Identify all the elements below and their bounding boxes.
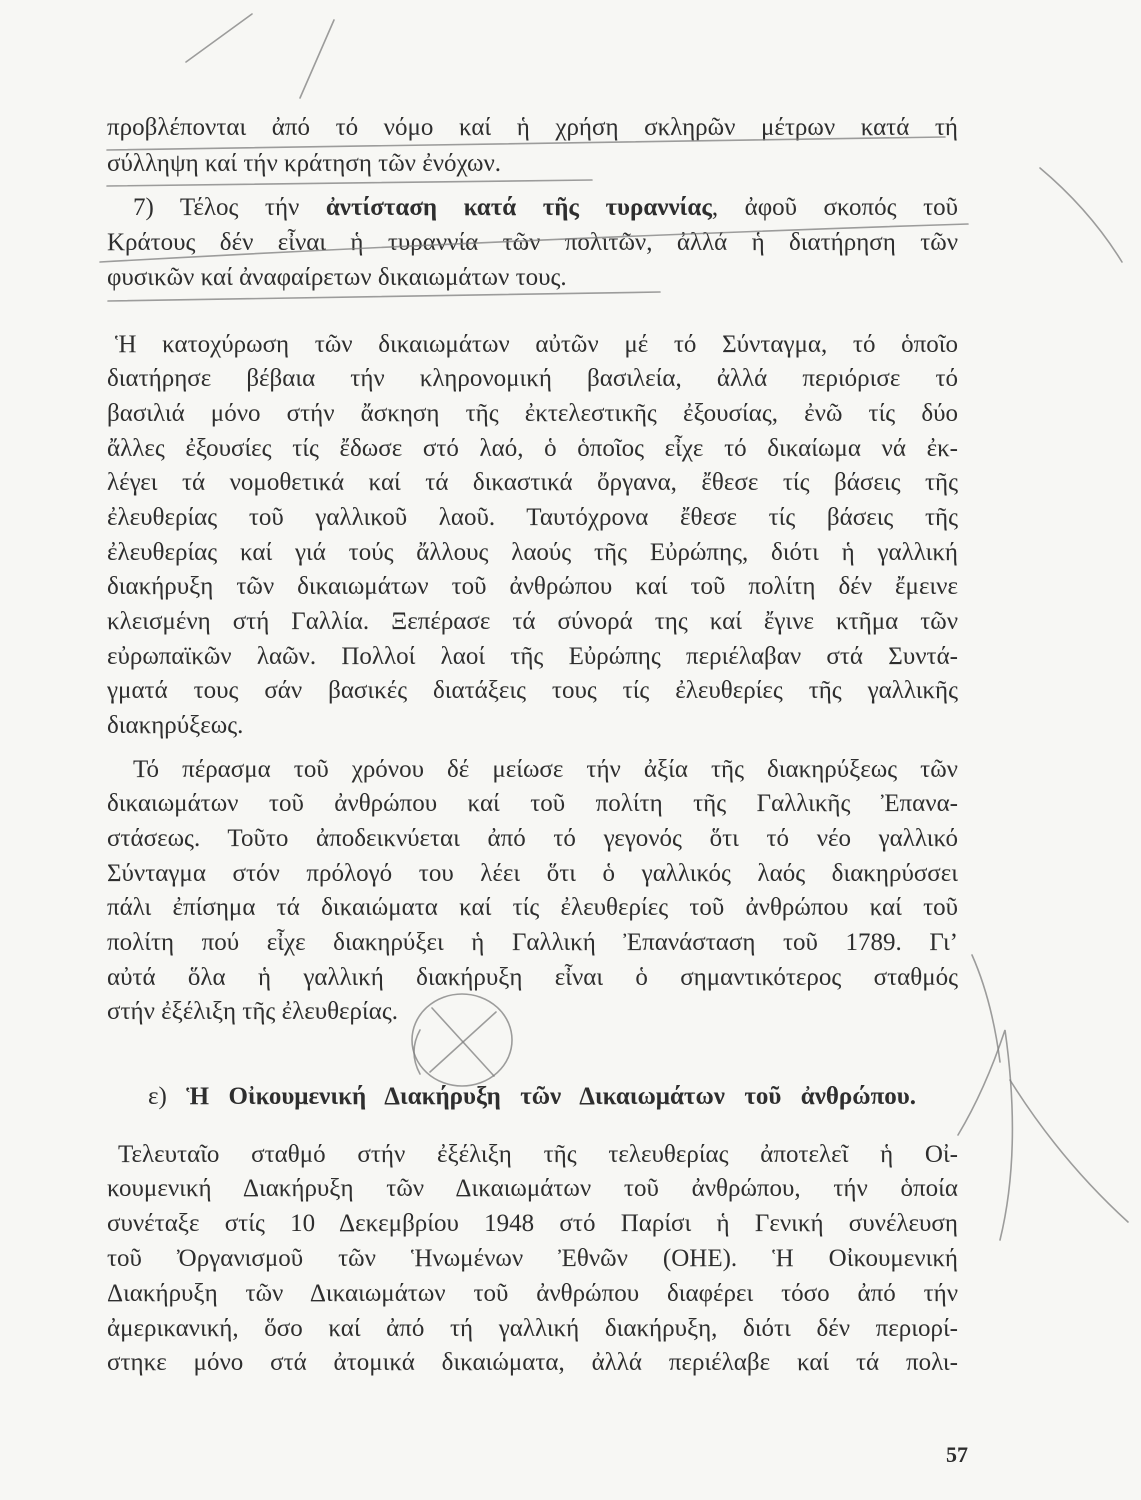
text-line: γματά τους σάν βασικές διατάξεις τους τίς ἐλευθερίες τῆς γαλλικῆς <box>107 677 958 705</box>
text-line <box>107 190 958 225</box>
text-line: βασιλιά μόνο στήν ἄσκηση τῆς ἐκτελεστικῆς ἐξουσίας, ἐνῶ τίς δύο <box>107 399 958 427</box>
item-7-tail: , ἀφοῦ σκοπός τοῦ <box>711 194 958 221</box>
text-line: στάσεως. Τοῦτο ἀποδεικνύεται ἀπό τό γεγονός ὅτι τό νέο γαλλικό <box>107 824 958 852</box>
section-heading <box>107 1080 958 1114</box>
text-line: Διακήρυξη τῶν Δικαιωμάτων τοῦ ἀνθρώπου διαφέρει τόσο ἀπό τήν <box>107 1279 958 1307</box>
text-line: διακήρυξη τῶν δικαιωμάτων τοῦ ἀνθρώπου καί τοῦ πολίτη δέν ἔμεινε <box>107 573 958 601</box>
text-line: ἄλλες ἐξουσίες τίς ἔδωσε στό λαό, ὁ ὁποῖος εἶχε τό δικαίωμα νά ἐκ- <box>107 434 958 462</box>
text-line: προβλέπονται ἀπό τό νόμο καί ἡ χρήση σκληρῶν μέτρων κατά τή <box>107 114 958 141</box>
text-line: εὐρωπαϊκῶν λαῶν. Πολλοί λαοί τῆς Εὐρώπης περιέλαβαν στά Συντά- <box>107 642 958 670</box>
text-line: πολίτη πού εἶχε διακηρύξει ἡ Γαλλική Ἐπανάσταση τοῦ 1789. Γι’ <box>107 929 958 957</box>
item-7-lead: 7) Τέλος τήν <box>133 194 326 221</box>
item-7-bold-term: ἀντίσταση κατά τῆς τυραννίας <box>325 194 712 221</box>
text-line: ἐλευθερίας τοῦ γαλλικοῦ λαοῦ. Ταυτόχρονα ἔθεσε τίς βάσεις τῆς <box>107 504 958 532</box>
pencil-bracket-mark <box>414 1030 420 1074</box>
page-number: 57 <box>946 1442 968 1467</box>
text-line: φυσικῶν καί ἀναφαίρετων δικαιωμάτων τους. <box>107 264 567 291</box>
text-line: Τό πέρασμα τοῦ χρόνου δέ μείωσε τήν ἀξία τῆς διακηρύξεως τῶν <box>133 755 958 783</box>
paragraph-universal-declaration <box>107 1138 958 1382</box>
text-line: Σύνταγμα στόν πρόλογό του λέει ὅτι ὁ γαλλικός λαός διακηρύσσει <box>107 859 958 887</box>
text-line: ἀμερικανική, ὅσο καί ἀπό τή γαλλική διακήρυξη, διότι δέν περιορί- <box>107 1314 958 1342</box>
pencil-margin-stroke <box>972 955 1000 1062</box>
text-line: συνέταξε στίς 10 Δεκεμβρίου 1948 στό Παρίσι ἡ Γενική συνέλευση <box>107 1210 958 1238</box>
text-line: διατήρησε βέβαια τήν κληρονομική βασιλεία, ἀλλά περιόρισε τό <box>107 365 958 393</box>
paragraph-passage-of-time <box>107 753 958 1031</box>
text-line: Κράτους δέν εἶναι ἡ τυραννία τῶν πολιτῶν, ἀλλά ἡ διατήρηση τῶν <box>107 229 958 256</box>
text-line: αὐτά ὅλα ἡ γαλλική διακήρυξη εἶναι ὁ σημαντικότερος σταθμός <box>107 963 958 991</box>
pencil-top-stroke <box>186 14 252 62</box>
pencil-margin-stroke <box>1040 168 1122 262</box>
pencil-top-stroke <box>300 20 334 98</box>
text-line: ἐλευθερίας καί γιά τούς ἄλλους λαούς τῆς Εὐρώπης, διότι ἡ γαλλική <box>107 538 958 566</box>
pencil-margin-stroke <box>958 1030 1012 1240</box>
paragraph-item-7 <box>107 190 958 295</box>
heading-line <box>107 1080 958 1114</box>
text-line: διακηρύξεως. <box>107 712 244 740</box>
text-line: σύλληψη καί τήν κράτηση τῶν ἐνόχων. <box>107 150 502 177</box>
text-line: πάλι ἐπίσημα τά δικαιώματα καί τίς ἐλευθερίες τοῦ ἀνθρώπου καί τοῦ <box>107 894 958 922</box>
text-line: δικαιωμάτων τοῦ ἀνθρώπου καί τοῦ πολίτη τῆς Γαλλικῆς Ἐπανα- <box>107 790 958 818</box>
text-line: κλεισμένη στή Γαλλία. Ξεπέρασε τά σύνορά της καί ἔγινε κτῆμα τῶν <box>107 608 958 636</box>
paragraph-continued <box>107 110 958 182</box>
heading-label: ε) <box>148 1083 187 1110</box>
text-line: Τελευταῖο σταθμό στήν ἐξέλιξη τῆς τελευθερίας ἀποτελεῖ ἡ Οἰ- <box>118 1140 958 1168</box>
text-line: λέγει τά νομοθετικά καί τά δικαστικά ὄργανα, ἔθεσε τίς βάσεις τῆς <box>107 469 958 497</box>
heading-title: Ἡ Οἰκουμενική Διακήρυξη τῶν Δικαιωμάτων τοῦ ἀνθρώπου. <box>186 1083 916 1110</box>
text-line: Ἡ κατοχύρωση τῶν δικαιωμάτων αὐτῶν μέ τό Σύνταγμα, τό ὁποῖο <box>115 330 958 358</box>
text-line: κουμενική Διακήρυξη τῶν Δικαιωμάτων τοῦ ἀνθρώπου, τήν ὁποία <box>107 1175 958 1203</box>
text-line: στηκε μόνο στά ἀτομικά δικαιώματα, ἀλλά περιέλαβε καί τά πολι- <box>107 1349 958 1377</box>
text-line: τοῦ Ὀργανισμοῦ τῶν Ἡνωμένων Ἐθνῶν (ΟΗΕ). Ἡ Οἰκουμενική <box>107 1244 958 1272</box>
paragraph-constitution <box>107 328 958 744</box>
text-line: στήν ἐξέλιξη τῆς ἐλευθερίας. <box>107 998 398 1026</box>
pencil-margin-stroke <box>1010 1080 1128 1222</box>
